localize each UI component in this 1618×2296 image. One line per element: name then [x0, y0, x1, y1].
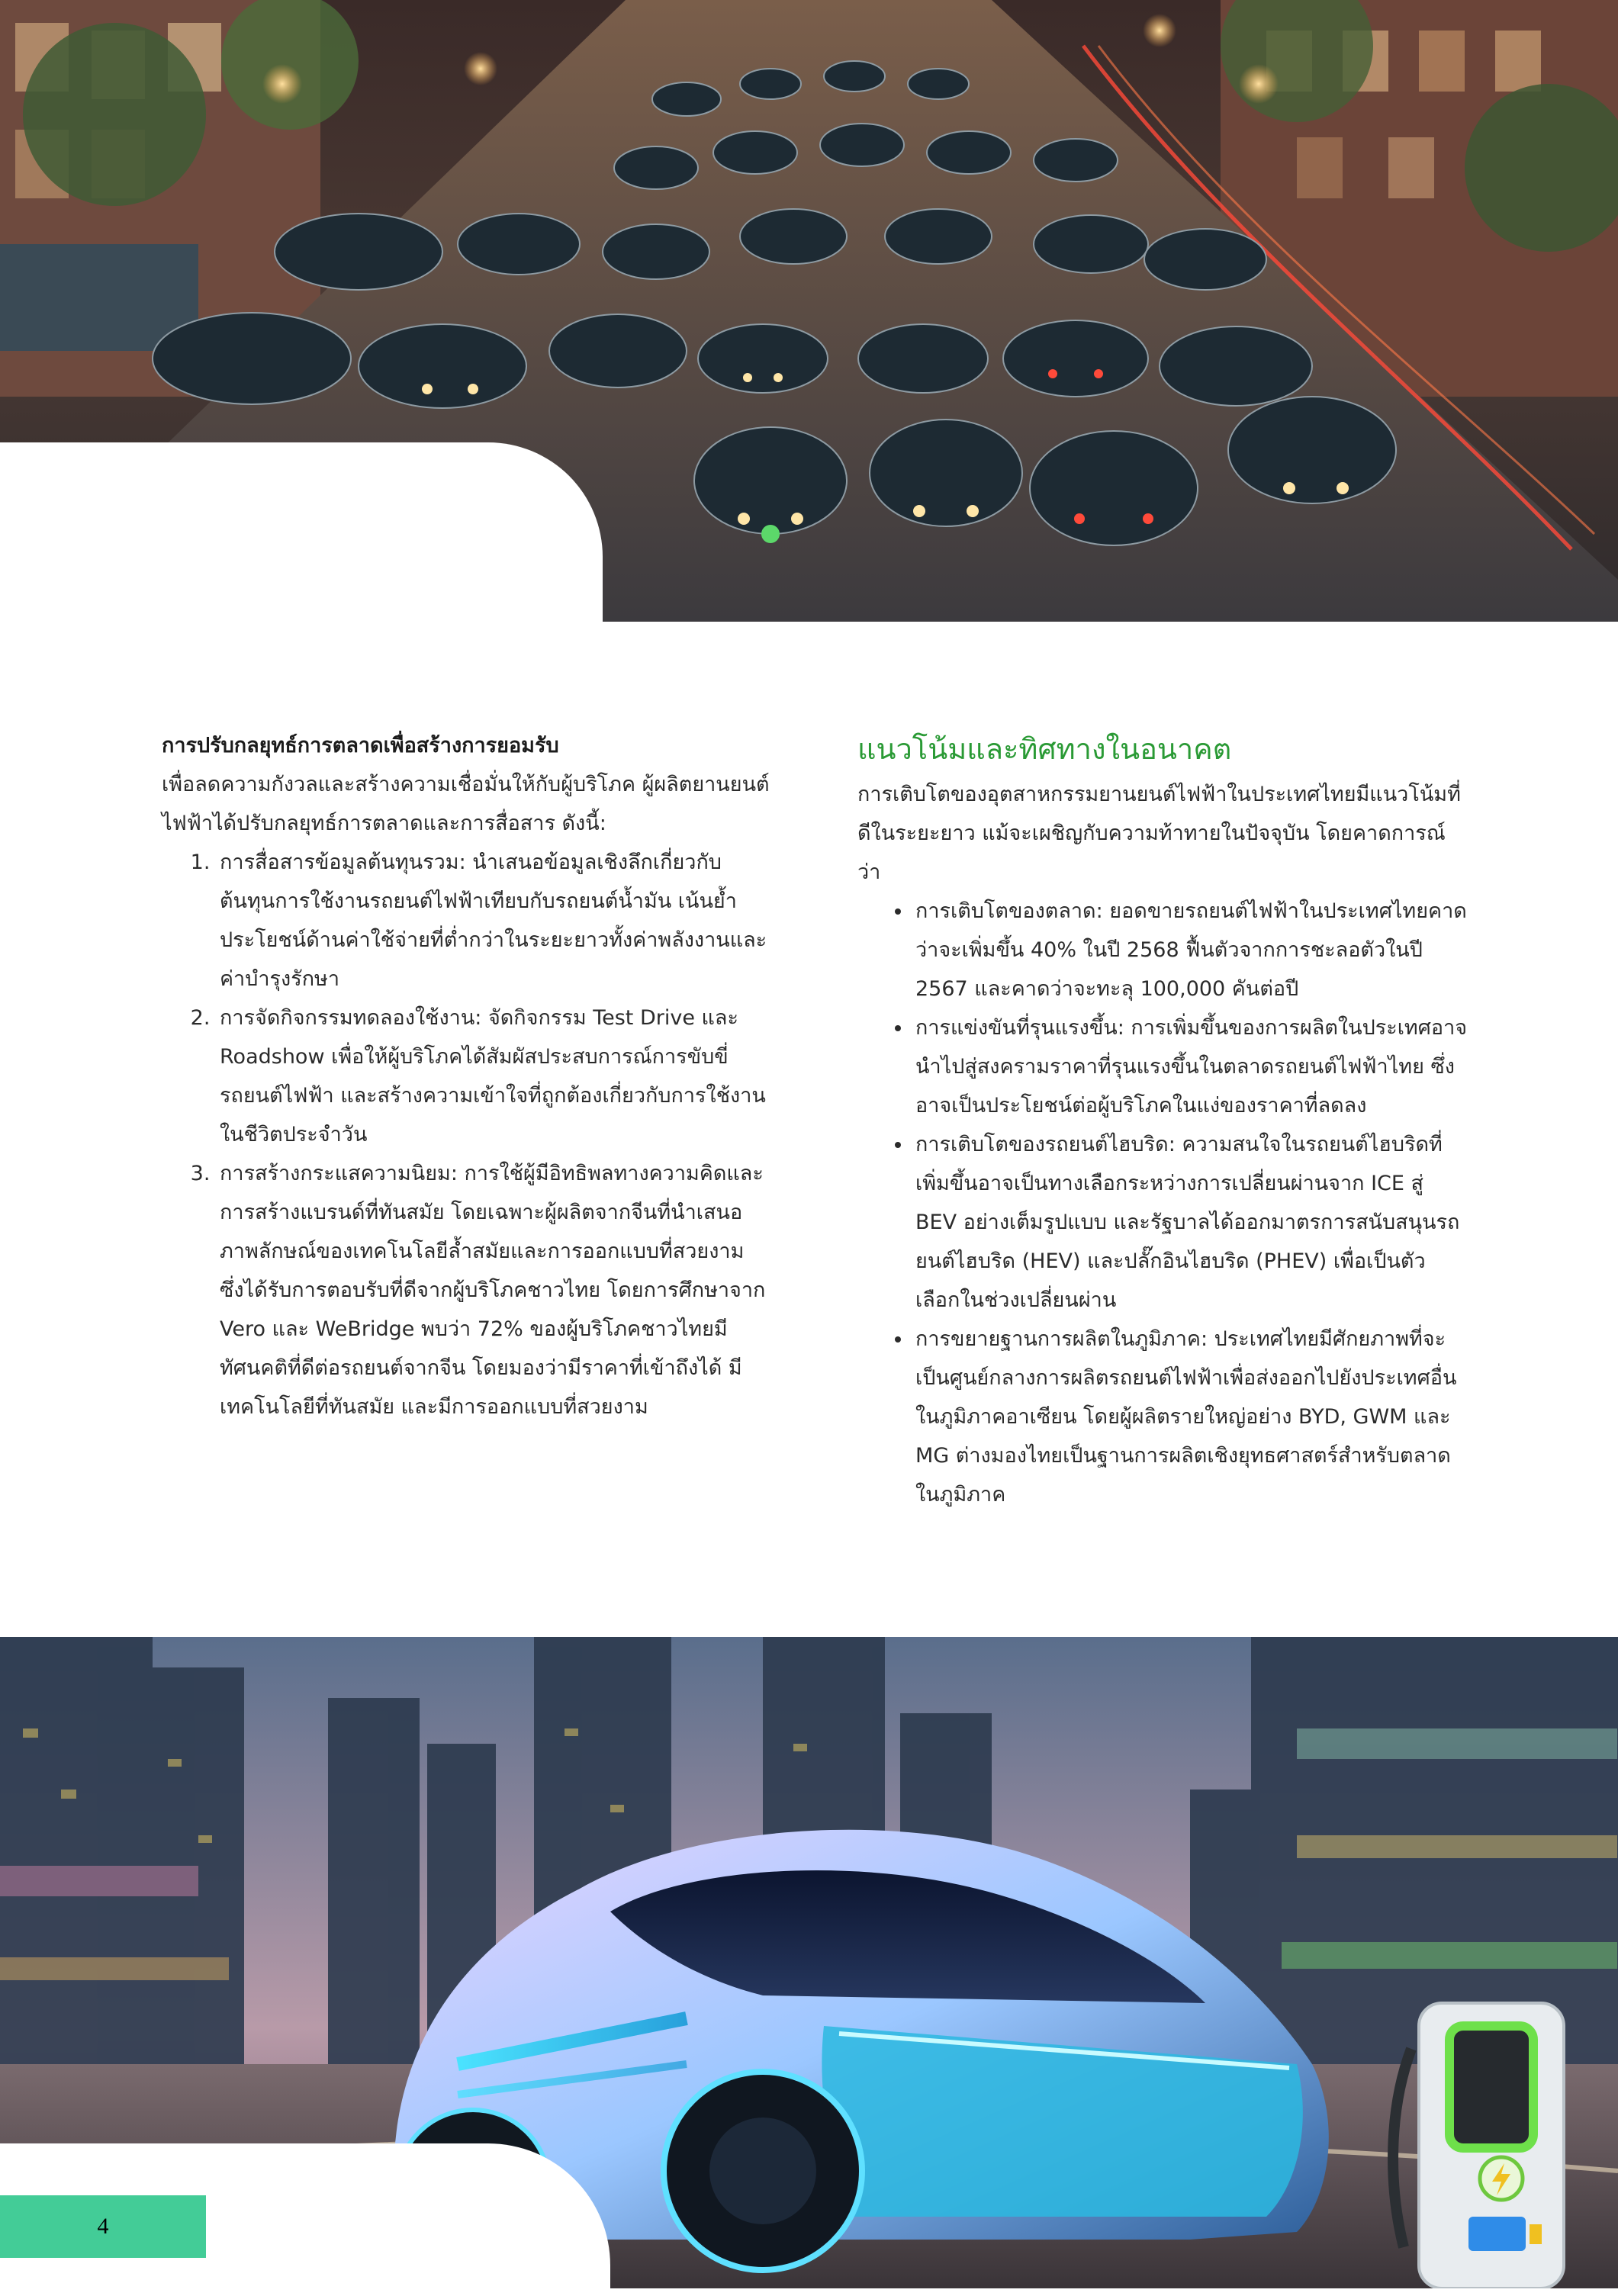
list-item: 3. การสร้างกระแสความนิยม: การใช้ผู้มีอิทธิพลทางความคิดและการสร้างแบรนด์ที่ทันสมัย โดยเฉพาะผู้ผลิตจากจีนที่นำเสนอภาพลักษณ์ของเทคโนโลยีล้ำสมัยและการออกแบบที่สวยงาม ซึ่งได้รับการตอบรับที่ดีจากผู้บริโภคชาวไทย โดยการศึกษาจาก Vero และ WeBridge พบว่า 72% ของผู้บริโภคชาวไทยมีทัศนคติที่ดีต่อรถยนต์จากจีน โดยมองว่ามีราคาที่เข้าถึงได้ มีเทคโนโลยีที่ทันสมัย และมีการออกแบบที่สวยงาม — [217, 1154, 772, 1426]
list-item: 1. การสื่อสารข้อมูลต้นทุนรวม: นำเสนอข้อมูลเชิงลึกเกี่ยวกับต้นทุนการใช้งานรถยนต์ไฟฟ้าเทียบกับรถยนต์น้ำมัน เน้นย้ำประโยชน์ด้านค่าใช้จ่ายที่ต่ำกว่าในระยะยาวทั้งค่าพลังงานและค่าบำรุงรักษา — [217, 843, 772, 998]
decorative-white-shape — [0, 442, 603, 641]
left-column — [162, 726, 772, 1426]
section-heading-trends: แนวโน้มและทิศทางในอนาคต — [857, 732, 1232, 766]
list-item: • การเติบโตของตลาด: ยอดขายรถยนต์ไฟฟ้าในประเทศไทยคาดว่าจะเพิ่มขึ้น 40% ในปี 2568 ฟื้นตัวจากการชะลอตัวในปี 2567 และคาดว่าจะทะลุ 100,000 คันต่อปี — [912, 892, 1468, 1008]
trends-list — [857, 892, 1468, 1514]
list-item: • การขยายฐานการผลิตในภูมิภาค: ประเทศไทยมีศักยภาพที่จะเป็นศูนย์กลางการผลิตรถยนต์ไฟฟ้าเพื่อส่งออกไปยังประเทศอื่นในภูมิภาคอาเซียน โดยผู้ผลิตรายใหญ่อย่าง BYD, GWM และ MG ต่างมองไทยเป็นฐานการผลิตเชิงยุทธศาสตร์สำหรับตลาดในภูมิภาค — [912, 1320, 1468, 1514]
page-number: 4 — [97, 2214, 109, 2239]
section-intro-marketing: เพื่อลดความกังวลและสร้างความเชื่อมั่นให้กับผู้บริโภค ผู้ผลิตยานยนต์ไฟฟ้าได้ปรับกลยุทธ์การตลาดและการสื่อสาร ดังนี้: — [162, 773, 770, 835]
section-intro-trends: การเติบโตของอุตสาหกรรมยานยนต์ไฟฟ้าในประเทศไทยมีแนวโน้มที่ดีในระยะยาว แม้จะเผชิญกับความท้าทายในปัจจุบัน โดยคาดการณ์ว่า — [857, 783, 1461, 884]
list-item: • การเติบโตของรถยนต์ไฮบริด: ความสนใจในรถยนต์ไฮบริดที่เพิ่มขึ้นอาจเป็นทางเลือกระหว่างการเปลี่ยนผ่านจาก ICE สู่ BEV อย่างเต็มรูปแบบ และรัฐบาลได้ออกมาตรการสนับสนุนรถยนต์ไฮบริด (HEV) และปลั๊กอินไฮบริด (PHEV) เพื่อเป็นตัวเลือกในช่วงเปลี่ยนผ่าน — [912, 1125, 1468, 1320]
right-column — [857, 726, 1468, 1514]
list-item: • การแข่งขันที่รุนแรงขึ้น: การเพิ่มขึ้นของการผลิตในประเทศอาจนำไปสู่สงครามราคาที่รุนแรงขึ้นในตลาดรถยนต์ไฟฟ้าไทย ซึ่งอาจเป็นประโยชน์ต่อผู้บริโภคในแง่ของราคาที่ลดลง — [912, 1008, 1468, 1125]
marketing-strategy-list — [162, 843, 772, 1426]
section-heading-marketing: การปรับกลยุทธ์การตลาดเพื่อสร้างการยอมรับ — [162, 734, 559, 757]
list-item: 2. การจัดกิจกรรมทดลองใช้งาน: จัดกิจกรรม Test Drive และ Roadshow เพื่อให้ผู้บริโภคได้สัมผัสประสบการณ์การขับขี่รถยนต์ไฟฟ้า และสร้างความเข้าใจที่ถูกต้องเกี่ยวกับการใช้งานในชีวิตประจำวัน — [217, 998, 772, 1154]
